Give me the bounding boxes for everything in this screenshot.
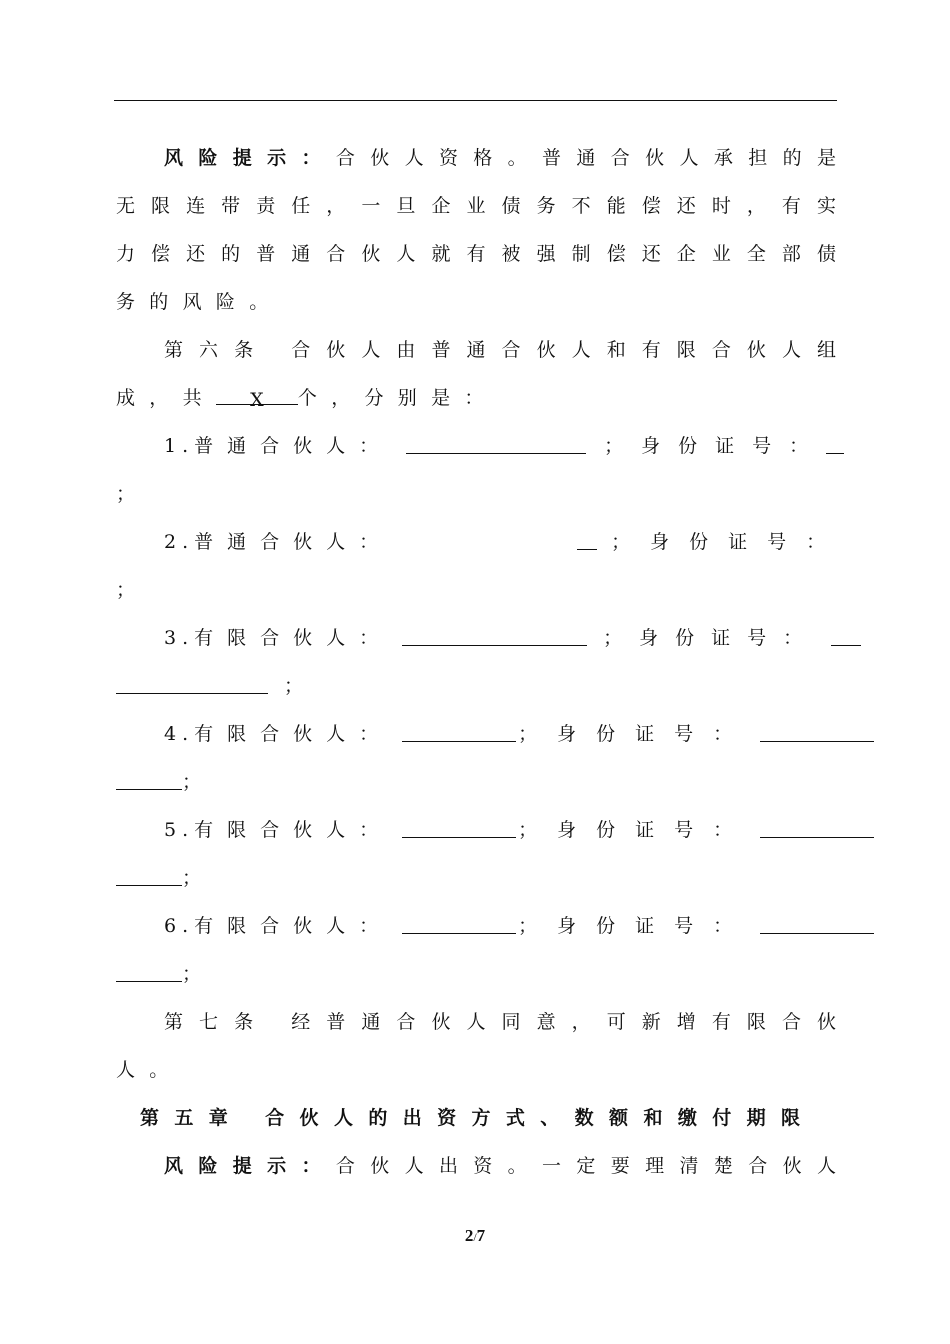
page-number (0, 1226, 950, 1246)
partner-5-number: 5. (164, 819, 195, 841)
article-7-line-2: 人。 (116, 1059, 183, 1081)
partner-1-id-field[interactable] (826, 434, 844, 454)
partner-4-id-field-cont[interactable] (116, 770, 182, 790)
risk-tip-1-line-2: 无限连带责任，一旦企业债务不能偿还时，有实 (116, 195, 836, 217)
partner-5-type: 有限合伙人： (194, 819, 393, 841)
risk-tip-label: 风险提示： (164, 147, 336, 169)
risk-tip-1-line-4: 务的风险。 (116, 291, 283, 313)
partner-3-row (164, 623, 836, 653)
partner-6-id-field-cont[interactable] (116, 962, 182, 982)
partner-3-id-label: ；身份证号： (603, 627, 820, 649)
partner-6-id-field[interactable] (760, 914, 874, 934)
article-6-prefix: 成，共 (116, 387, 216, 409)
partner-5-id-field[interactable] (760, 818, 874, 838)
article-6-suffix: 个，分别是： (297, 387, 498, 409)
partner-4-number: 4. (164, 723, 195, 745)
risk-tip-1-line-1 (164, 143, 836, 173)
article-6-line-2 (116, 383, 836, 413)
partner-4-type: 有限合伙人： (194, 723, 393, 745)
partner-5-end: ； (182, 867, 202, 889)
partner-4-row (164, 719, 836, 749)
partner-2-row (164, 527, 846, 557)
total-pages: 7 (476, 1226, 486, 1245)
partner-3-name-field[interactable] (402, 626, 587, 646)
partner-2-type: 普通合伙人： (194, 531, 393, 553)
partner-5-name-field[interactable] (402, 818, 516, 838)
partner-4-row-2 (116, 767, 836, 797)
partner-1-type: 普通合伙人： (194, 435, 393, 457)
partner-1-id-label: ；身份证号： (604, 435, 827, 457)
risk-tip-text: 合伙人资格。普通合伙人承担的是 (335, 147, 836, 169)
current-page: 2 (464, 1226, 474, 1245)
risk-tip-2-text: 合伙人出资。一定要理清楚合伙人 (335, 1155, 836, 1177)
partner-2-number: 2. (164, 531, 195, 553)
partner-4-id-label: ；身份证号： (518, 723, 753, 745)
partner-4-name-field[interactable] (402, 722, 516, 742)
partner-3-row-2 (116, 671, 836, 701)
partner-3-type: 有限合伙人： (194, 627, 393, 649)
partner-5-row (164, 815, 836, 845)
partner-6-row-2 (116, 959, 836, 989)
risk-tip-2-label: 风险提示： (164, 1155, 336, 1177)
risk-tip-2-line-1 (164, 1151, 836, 1181)
partner-5-id-label: ；身份证号： (518, 819, 753, 841)
article-7-line-1: 第七条 经普通合伙人同意，可新增有限合伙 (164, 1011, 836, 1033)
partner-6-number: 6. (164, 915, 195, 937)
partner-3-number: 3. (164, 627, 195, 649)
partner-6-row (164, 911, 836, 941)
risk-tip-1-line-3: 力偿还的普通合伙人就有被强制偿还企业全部债 (116, 243, 836, 265)
partner-count-field[interactable]: X (216, 385, 298, 405)
partner-3-end: ； (284, 675, 304, 697)
partner-6-type: 有限合伙人： (194, 915, 393, 937)
partner-4-id-field[interactable] (760, 722, 874, 742)
article-6-line-1: 第六条 合伙人由普通合伙人和有限合伙人组 (164, 339, 836, 361)
header-rule (114, 100, 837, 101)
partner-2-name-field[interactable] (577, 530, 597, 550)
partner-6-name-field[interactable] (402, 914, 516, 934)
partner-1-name-field[interactable] (406, 434, 586, 454)
partner-6-id-label: ；身份证号： (518, 915, 753, 937)
partner-2-id-label: ；身份证号： (611, 531, 846, 553)
partner-1-end: ； (116, 483, 150, 505)
chapter-5-heading: 第五章 合伙人的出资方式、数额和缴付期限 (140, 1107, 800, 1129)
partner-1-number: 1. (164, 435, 195, 457)
partner-5-row-2 (116, 863, 836, 893)
partner-3-id-field-cont[interactable] (116, 674, 268, 694)
partner-2-end: ； (116, 579, 150, 601)
partner-1-row (164, 431, 836, 461)
partner-4-end: ； (182, 771, 202, 793)
page-separator: / (473, 1230, 477, 1244)
partner-6-end: ； (182, 963, 202, 985)
partner-5-id-field-cont[interactable] (116, 866, 182, 886)
partner-3-id-field[interactable] (831, 626, 861, 646)
